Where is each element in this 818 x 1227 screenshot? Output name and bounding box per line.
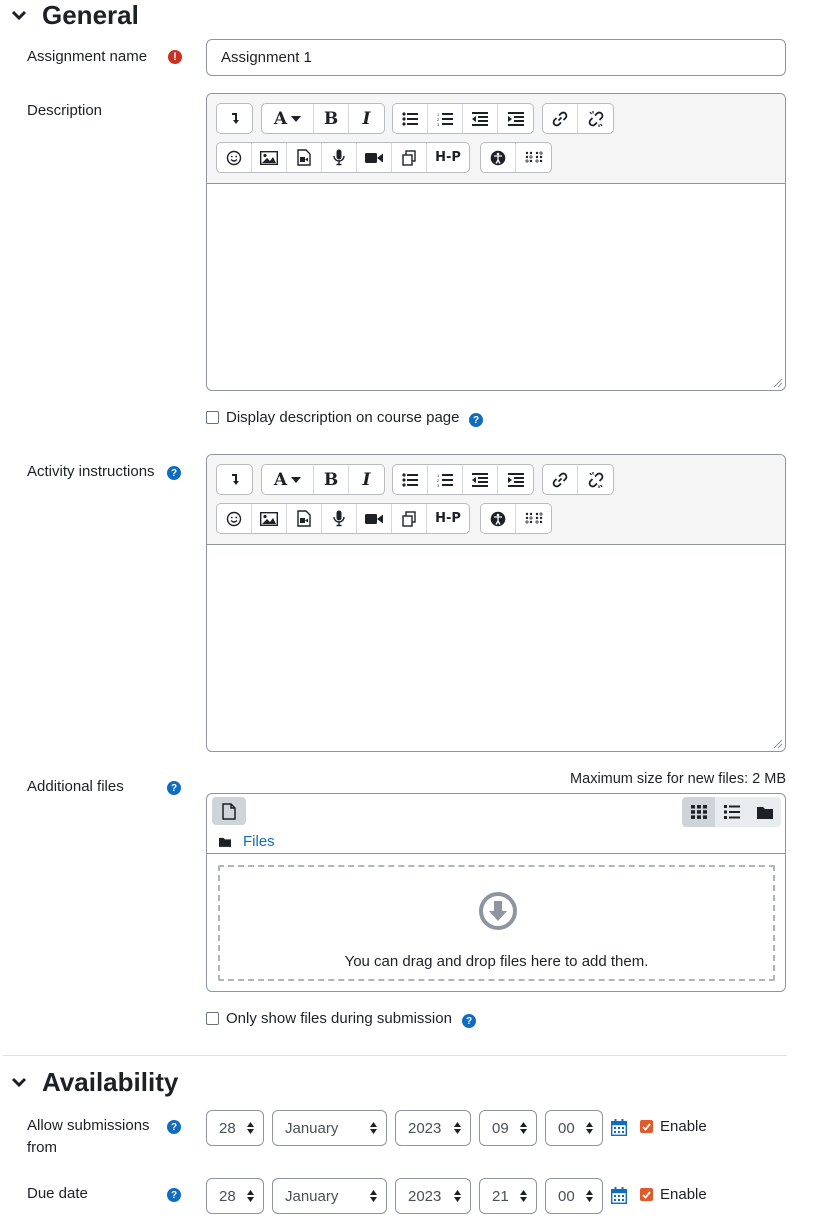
outdent-icon[interactable]	[463, 104, 498, 133]
view-switcher	[682, 797, 781, 827]
due-date-year-select[interactable]	[395, 1178, 471, 1214]
allow-from-hour-select[interactable]	[479, 1110, 537, 1146]
allow-from-day-select[interactable]	[206, 1110, 264, 1146]
svg-text:1: 1	[437, 472, 440, 478]
allow-submissions-label-line2: from	[27, 1139, 57, 1156]
h5p-icon[interactable]: H-P	[435, 150, 461, 165]
indent-icon[interactable]	[498, 104, 533, 133]
select-arrows-icon	[520, 1190, 527, 1202]
select-arrows-icon	[454, 1190, 461, 1202]
assignment-name-label: Assignment name	[27, 48, 148, 65]
checkbox-box[interactable]	[206, 411, 219, 424]
media-icon[interactable]	[287, 143, 322, 172]
section-availability-header[interactable]	[10, 1067, 178, 1098]
folder-view-icon[interactable]	[748, 797, 781, 827]
calendar-icon[interactable]	[611, 1187, 627, 1204]
help-icon[interactable]: ?	[469, 413, 483, 427]
additional-files-label: Additional files	[27, 778, 124, 795]
due-date-day-select[interactable]	[206, 1178, 264, 1214]
select-arrows-icon	[247, 1190, 254, 1202]
select-value: 21	[492, 1187, 509, 1205]
italic-icon[interactable]: I	[362, 469, 371, 490]
help-icon[interactable]: ?	[167, 466, 181, 480]
select-value: January	[285, 1187, 339, 1205]
indent-icon[interactable]	[498, 465, 533, 494]
allow-from-month-select[interactable]	[272, 1110, 387, 1146]
collapse-icon[interactable]	[217, 465, 252, 494]
font-style-icon[interactable]: A	[262, 104, 314, 133]
description-text-area[interactable]	[207, 184, 785, 390]
section-divider	[3, 1055, 787, 1056]
display-description-checkbox[interactable]	[206, 409, 459, 426]
svg-text:3: 3	[437, 482, 440, 487]
select-value: 2023	[408, 1187, 442, 1205]
select-value: 28	[219, 1187, 236, 1205]
only-show-files-label: Only show files during submission	[226, 1010, 452, 1027]
accessibility-checker-icon[interactable]	[481, 504, 516, 533]
image-icon[interactable]	[252, 143, 287, 172]
resize-handle-icon[interactable]	[773, 378, 783, 388]
calendar-icon[interactable]	[611, 1119, 627, 1136]
editor-toolbar	[207, 455, 785, 545]
add-file-button[interactable]	[212, 797, 246, 825]
description-editor	[206, 93, 786, 391]
file-manager	[206, 793, 786, 992]
select-arrows-icon	[520, 1122, 527, 1134]
select-value: 00	[558, 1119, 575, 1137]
unordered-list-icon[interactable]	[393, 465, 428, 494]
checkbox-checked[interactable]	[640, 1188, 653, 1201]
activity-instructions-text-area[interactable]	[207, 545, 785, 751]
select-arrows-icon	[370, 1190, 377, 1202]
svg-text:3: 3	[437, 121, 440, 126]
ordered-list-icon[interactable]	[428, 465, 463, 494]
activity-instructions-editor	[206, 454, 786, 752]
collapse-icon[interactable]	[217, 104, 252, 133]
emoji-icon[interactable]	[217, 143, 252, 172]
activity-instructions-label: Activity instructions	[27, 463, 155, 480]
list-view-icon[interactable]	[715, 797, 748, 827]
chevron-down-icon[interactable]	[10, 7, 28, 25]
outdent-icon[interactable]	[463, 465, 498, 494]
due-date-enable-checkbox[interactable]	[640, 1186, 707, 1203]
h5p-icon[interactable]: H-P	[435, 511, 461, 526]
record-audio-icon[interactable]	[322, 504, 357, 533]
help-icon[interactable]: ?	[167, 781, 181, 795]
unordered-list-icon[interactable]	[393, 104, 428, 133]
record-audio-icon[interactable]	[322, 143, 357, 172]
due-date-month-select[interactable]	[272, 1178, 387, 1214]
section-availability-title: Availability	[42, 1067, 179, 1097]
help-icon[interactable]: ?	[167, 1188, 181, 1202]
due-date-label: Due date	[27, 1185, 88, 1202]
font-style-icon[interactable]: A	[262, 465, 314, 494]
manage-files-icon[interactable]	[392, 143, 427, 172]
file-path-breadcrumb	[219, 833, 275, 850]
only-show-files-checkbox[interactable]	[206, 1010, 452, 1027]
download-arrow-icon	[478, 891, 518, 931]
svg-text:2: 2	[437, 477, 440, 483]
bold-icon[interactable]: B	[314, 465, 349, 494]
screenreader-helper-icon[interactable]	[516, 504, 551, 533]
image-icon[interactable]	[252, 504, 287, 533]
manage-files-icon[interactable]	[392, 504, 427, 533]
due-date-minute-select[interactable]	[545, 1178, 603, 1214]
link-icon[interactable]	[543, 465, 578, 494]
required-icon: !	[168, 50, 182, 64]
enable-label: Enable	[660, 1186, 707, 1203]
drop-files-text: You can drag and drop files here to add them.	[344, 953, 649, 970]
select-arrows-icon	[247, 1122, 254, 1134]
help-icon[interactable]: ?	[462, 1014, 476, 1028]
assignment-name-input[interactable]	[206, 39, 786, 76]
select-arrows-icon	[370, 1122, 377, 1134]
checkbox-box[interactable]	[206, 1012, 219, 1025]
allow-from-minute-select[interactable]	[545, 1110, 603, 1146]
screenreader-helper-icon[interactable]	[516, 143, 551, 172]
max-file-size-text: Maximum size for new files: 2 MB	[570, 771, 786, 787]
select-arrows-icon	[454, 1122, 461, 1134]
files-folder-link[interactable]: Files	[243, 833, 275, 850]
record-video-icon[interactable]	[357, 143, 392, 172]
resize-handle-icon[interactable]	[773, 739, 783, 749]
file-icon	[222, 803, 236, 820]
select-value: 2023	[408, 1119, 442, 1137]
file-drop-zone[interactable]	[218, 865, 775, 981]
allow-submissions-label-line1: Allow submissions	[27, 1117, 150, 1134]
section-general-header[interactable]	[10, 0, 139, 31]
media-icon[interactable]	[287, 504, 322, 533]
select-arrows-icon	[586, 1122, 593, 1134]
section-general-title: General	[42, 0, 139, 30]
grid-view-icon[interactable]	[682, 797, 715, 827]
editor-toolbar	[207, 94, 785, 184]
select-arrows-icon	[586, 1190, 593, 1202]
link-icon[interactable]	[543, 104, 578, 133]
select-value: 00	[558, 1187, 575, 1205]
accessibility-checker-icon[interactable]	[481, 143, 516, 172]
allow-from-year-select[interactable]	[395, 1110, 471, 1146]
unlink-icon[interactable]	[578, 465, 613, 494]
select-value: 09	[492, 1119, 509, 1137]
bold-icon[interactable]: B	[314, 104, 349, 133]
description-label: Description	[27, 102, 103, 119]
select-value: 28	[219, 1119, 236, 1137]
svg-text:1: 1	[437, 111, 440, 117]
allow-submissions-label	[27, 1115, 150, 1159]
emoji-icon[interactable]	[217, 504, 252, 533]
display-description-label: Display description on course page	[226, 409, 460, 426]
record-video-icon[interactable]	[357, 504, 392, 533]
italic-icon[interactable]: I	[362, 108, 371, 129]
chevron-down-icon[interactable]	[10, 1074, 28, 1092]
checkbox-checked[interactable]	[640, 1120, 653, 1133]
help-icon[interactable]: ?	[167, 1120, 181, 1134]
due-date-hour-select[interactable]	[479, 1178, 537, 1214]
allow-from-enable-checkbox[interactable]	[640, 1118, 707, 1135]
ordered-list-icon[interactable]	[428, 104, 463, 133]
select-value: January	[285, 1119, 339, 1137]
folder-icon	[219, 837, 231, 847]
enable-label: Enable	[660, 1118, 707, 1135]
unlink-icon[interactable]	[578, 104, 613, 133]
svg-text:2: 2	[437, 116, 440, 122]
